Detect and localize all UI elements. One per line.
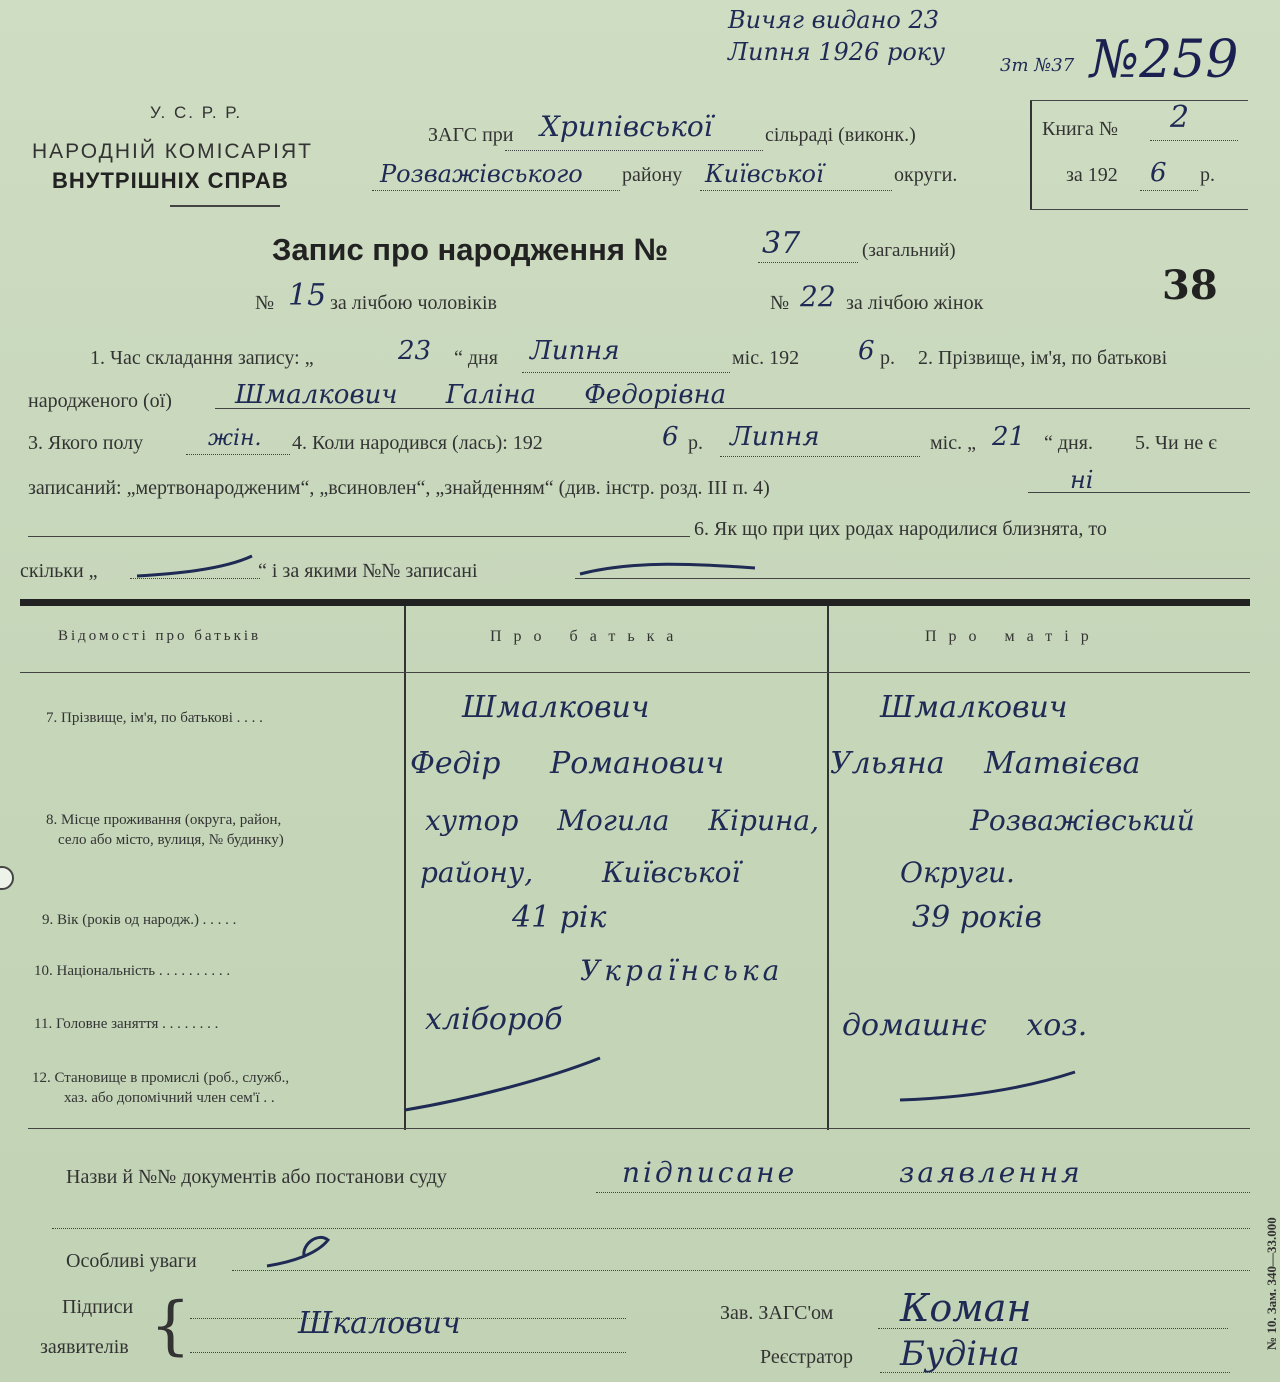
signatures-label1: Підписи: [62, 1296, 134, 1318]
male-number: 15: [288, 278, 327, 313]
row7-label: 7. Прізвище, ім'я, по батькові . . . .: [46, 710, 263, 726]
row8-mother-line1: Розважівський: [970, 804, 1195, 837]
row7-mother-line2: Ульяна Матвієва: [830, 746, 1141, 781]
female-prefix: №: [770, 292, 790, 314]
zags-okrug-label: округи.: [894, 164, 958, 186]
record-general-label: (загальний): [862, 240, 956, 261]
documents-value: підписане заявлення: [622, 1156, 1083, 1189]
q4-label: 4. Коли народився (лась): 192: [292, 432, 543, 454]
registrar-line: [880, 1372, 1230, 1373]
q5-label2: записаний: „мертвонародженим“, „всиновлен“, „знайденням“ (див. інстр. розд. III п. 4): [28, 477, 770, 499]
q6-blank-line: [28, 536, 690, 537]
q6-twins-line: [575, 578, 1250, 579]
signatures-label2: заявителів: [40, 1336, 129, 1358]
q4-mis: міс. „: [930, 432, 976, 454]
signatures-brace: {: [150, 1289, 191, 1363]
row8-father-line2: району, Київської: [420, 856, 741, 889]
signature-line2: [190, 1352, 626, 1353]
q4-month: Липня: [730, 422, 820, 452]
q4-r: р.: [688, 432, 703, 454]
zags-district: Розважівського: [380, 160, 583, 188]
archive-number: №259: [1090, 30, 1239, 90]
row9-mother: 39 років: [912, 900, 1042, 935]
q1-month-line: [522, 372, 730, 373]
binding-hole: [0, 866, 14, 890]
book-year-line: [1140, 190, 1198, 191]
book-box-bottom: [1030, 209, 1248, 210]
q5-label: 5. Чи не є: [1135, 432, 1217, 454]
row7-father-line1: Шмалкович: [462, 690, 650, 725]
record-number-line: [758, 262, 858, 263]
table-divider-2: [827, 606, 829, 1130]
book-number: 2: [1170, 100, 1190, 135]
q1-label: 1. Час складання запису: „: [90, 347, 314, 369]
row12-father-dash: [395, 1050, 625, 1130]
zags-district-label: району: [622, 164, 683, 186]
head-label: Зав. ЗАГС'ом: [720, 1302, 834, 1324]
row7-father-line2: Федір Романович: [410, 746, 725, 781]
row12-label1: 12. Становище в промислі (роб., служб.,: [32, 1070, 290, 1086]
documents-label: Назви й №№ документів або постанови суду: [66, 1166, 447, 1188]
zags-prefix: ЗАГС при: [428, 124, 514, 146]
row8-mother-line2: Округи.: [900, 856, 1015, 889]
handwritten-note-line1: Вичяг видано 23: [728, 6, 940, 34]
q4-day-suffix: “ дня.: [1044, 432, 1093, 454]
head-signature: Коман: [900, 1286, 1032, 1330]
remarks-dash-mark: [262, 1234, 342, 1274]
registrar-signature: Будіна: [900, 1334, 1020, 1374]
remarks-label: Особливі уваги: [66, 1250, 197, 1272]
q4-day: 21: [992, 422, 1026, 452]
zags-village-line: [505, 150, 763, 151]
documents-line2: [52, 1228, 1250, 1229]
zags-suffix: сільраді (виконк.): [765, 124, 916, 146]
row11-mother: домашнє хоз.: [842, 1008, 1088, 1043]
q6-label: 6. Як що при цих родах народилися близнята, то: [694, 518, 1107, 540]
handwritten-note-line2: Липня 1926 року: [728, 38, 946, 66]
q1-day-suffix: “ дня: [454, 347, 498, 369]
zags-okrug-line: [700, 190, 892, 191]
q6-count-line: [130, 578, 260, 579]
handwritten-note-ref: 3т №37: [1000, 55, 1075, 76]
print-code: № 10. Зам. 340—33.000: [1264, 1217, 1279, 1350]
book-year-digit: 6: [1150, 158, 1167, 188]
row12-mother-dash: [890, 1060, 1090, 1110]
remarks-line: [232, 1270, 1250, 1271]
zags-okrug: Київської: [705, 160, 824, 188]
q4-month-line: [720, 456, 920, 457]
header-rule: [170, 205, 280, 207]
q3-value-line: [186, 454, 290, 455]
row11-label: 11. Головне заняття . . . . . . . .: [34, 1016, 219, 1032]
book-label: Книга №: [1042, 118, 1118, 140]
q1-year-digit: 6: [858, 336, 875, 366]
row12-label2: хаз. або допомічний член сем'ї . .: [64, 1090, 275, 1106]
commissariat-line1: НАРОДНІЙ КОМІСАРІЯТ: [32, 140, 313, 163]
q4-year-digit: 6: [662, 422, 679, 452]
signature-line1: [190, 1318, 626, 1319]
book-year-prefix: за 192: [1066, 164, 1118, 186]
q1-month: Липня: [530, 336, 620, 366]
row9-father: 41 рік: [512, 900, 607, 935]
q3-label: 3. Якого полу: [28, 432, 144, 454]
record-number: 37: [762, 226, 801, 261]
q5-value-line: [1028, 492, 1250, 493]
zags-district-line: [372, 190, 620, 191]
row8-label1: 8. Місце проживання (округа, район,: [46, 812, 282, 828]
book-number-line: [1150, 140, 1238, 141]
col1-header: Відомості про батьків: [58, 628, 262, 644]
q2-label: 2. Прізвище, ім'я, по батькові: [918, 347, 1168, 369]
stamp-number: 38: [1162, 262, 1218, 309]
row7-mother-line1: Шмалкович: [880, 690, 1068, 725]
row10-label: 10. Національність . . . . . . . . . .: [34, 963, 231, 979]
documents-line: [596, 1192, 1250, 1193]
book-box-top: [1030, 100, 1248, 101]
republic-label: У. С. Р. Р.: [150, 103, 243, 122]
q2-value-line: [215, 408, 1250, 409]
q6-label3: “ і за якими №№ записані: [258, 560, 478, 582]
head-line: [878, 1328, 1228, 1329]
q2-value: Шмалкович Галіна Федорівна: [235, 380, 727, 410]
book-year-suffix: р.: [1200, 164, 1215, 186]
registrar-label: Реєстратор: [760, 1346, 854, 1368]
q1-month-suffix: міс. 192: [732, 347, 800, 369]
row10-father: Українська: [580, 954, 784, 987]
col2-header: Про батька: [490, 628, 686, 645]
record-title: Запис про народження №: [272, 232, 669, 267]
q1-year-suffix: р.: [880, 347, 895, 369]
female-number: 22: [800, 280, 836, 313]
col3-header: Про матір: [925, 628, 1101, 645]
table-bottom-rule: [28, 1128, 1250, 1129]
commissariat-line2: ВНУТРІШНІХ СПРАВ: [52, 168, 289, 193]
q5-value: ні: [1070, 466, 1094, 494]
q2-label2: народженого (ої): [28, 390, 172, 412]
q1-day: 23: [398, 336, 432, 366]
female-label: за лічбою жінок: [846, 292, 984, 314]
male-label: за лічбою чоловіків: [330, 292, 497, 314]
table-top-rule: [20, 599, 1250, 606]
q6-label2: скільки „: [20, 560, 98, 582]
q3-value: жін.: [208, 426, 262, 451]
table-header-rule: [20, 672, 1250, 673]
zags-village: Хрипівської: [540, 110, 713, 143]
row11-father: хлібороб: [425, 1002, 563, 1037]
male-prefix: №: [255, 292, 275, 314]
row9-label: 9. Вік (років од народж.) . . . . .: [42, 912, 237, 928]
applicant-signature: Шкалович: [298, 1306, 461, 1341]
row8-father-line1: хутор Могила Кірина,: [425, 804, 820, 837]
row8-label2: село або місто, вулиця, № будинку): [58, 832, 284, 848]
book-box-left: [1030, 100, 1032, 210]
